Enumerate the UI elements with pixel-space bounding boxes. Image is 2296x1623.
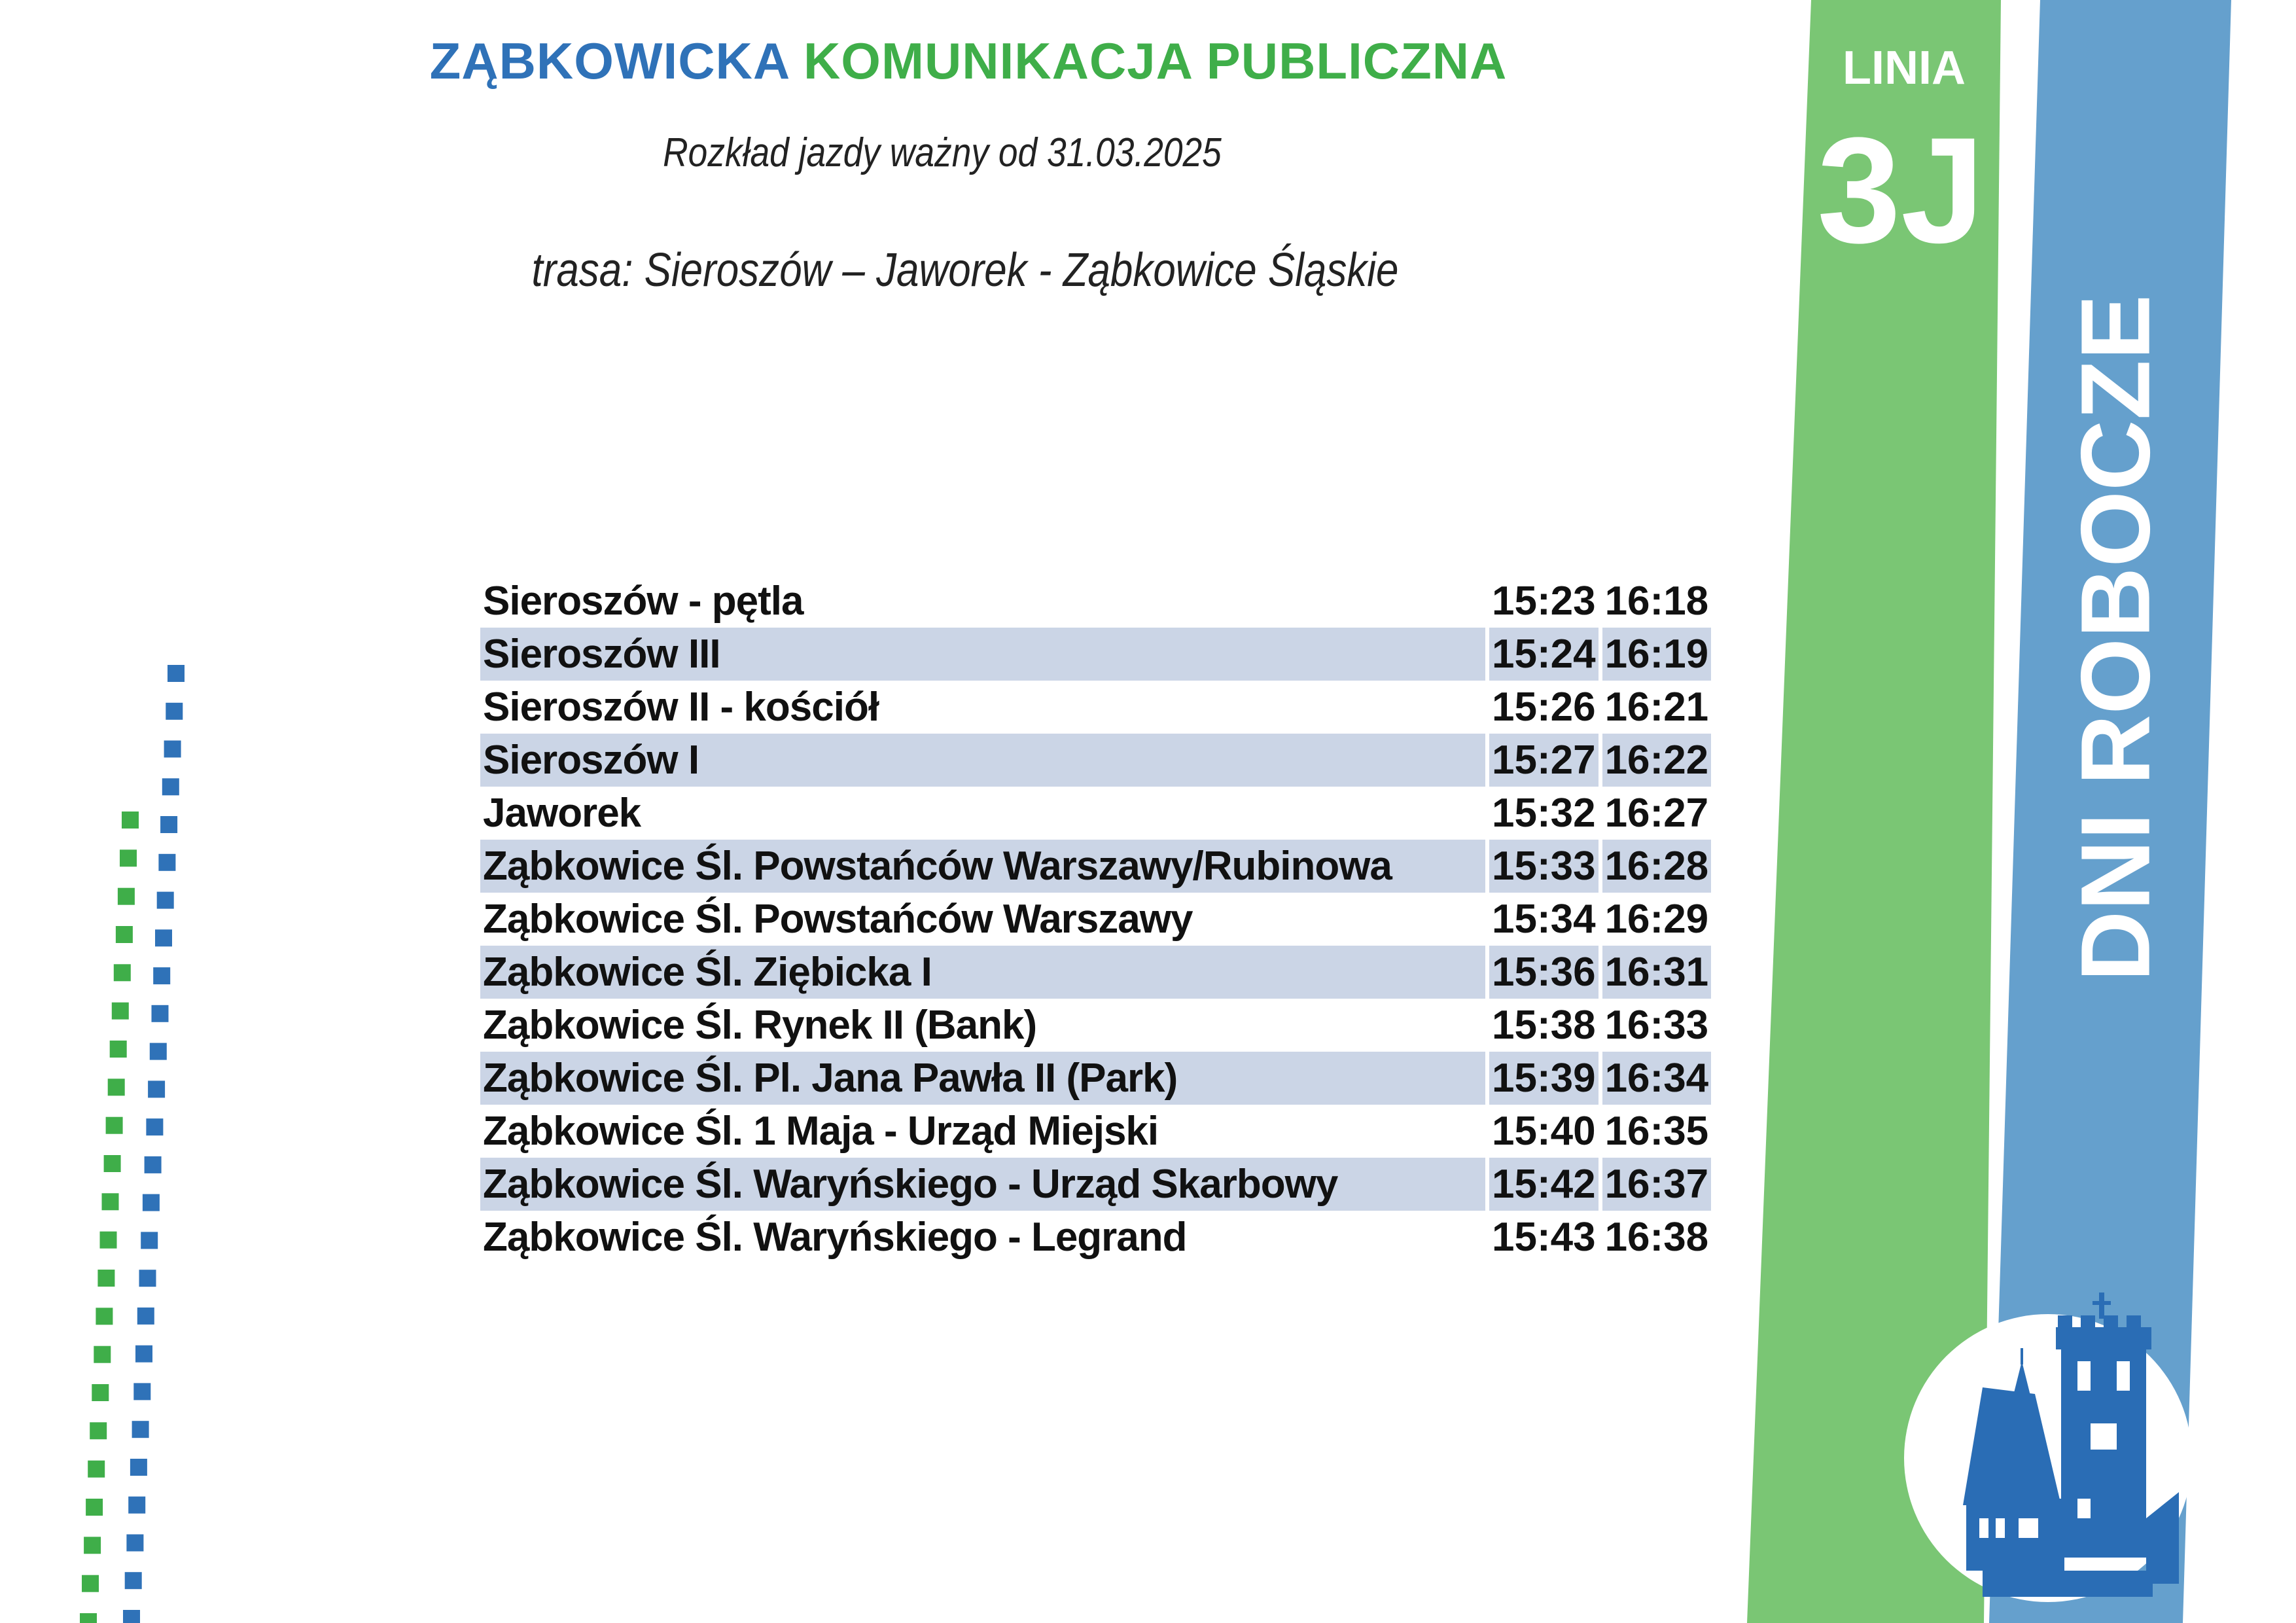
departure-time: 15:36 xyxy=(1489,946,1598,999)
departure-time: 15:33 xyxy=(1489,840,1598,893)
departure-time: 16:22 xyxy=(1602,734,1712,787)
stop-name: Ząbkowice Śl. Powstańców Warszawy xyxy=(483,897,1193,942)
departure-time: 15:24 xyxy=(1489,628,1598,681)
stop-name: Ząbkowice Śl. Rynek II (Bank) xyxy=(483,1003,1037,1048)
departure-time: 15:39 xyxy=(1489,1052,1598,1105)
operator-title-part2: KOMUNIKACJA PUBLICZNA xyxy=(803,32,1508,90)
stop-name: Sieroszów III xyxy=(480,628,1485,681)
departure-time: 15:34 xyxy=(1492,897,1596,942)
stop-name: Sieroszów - pętla xyxy=(483,579,804,624)
departure-time: 15:23 xyxy=(1492,579,1596,624)
departure-time: 15:27 xyxy=(1489,734,1598,787)
stop-name: Jaworek xyxy=(483,791,641,836)
departure-time: 16:38 xyxy=(1604,1215,1709,1260)
departure-time: 16:37 xyxy=(1602,1158,1712,1211)
stop-name: Ząbkowice Śl. Ziębicka I xyxy=(480,946,1485,999)
stop-name: Ząbkowice Śl. Waryńskiego - Legrand xyxy=(483,1215,1187,1260)
route-description: trasa: Sieroszów – Jaworek - Ząbkowice Śląskie xyxy=(531,244,1399,296)
departure-time: 16:35 xyxy=(1604,1109,1709,1154)
departure-time: 16:21 xyxy=(1604,685,1709,730)
stop-name: Ząbkowice Śl. 1 Maja - Urząd Miejski xyxy=(483,1109,1159,1154)
departure-time: 15:40 xyxy=(1492,1109,1596,1154)
line-label: LINIA xyxy=(1843,42,1966,94)
departure-time: 15:26 xyxy=(1492,685,1596,730)
day-type-label: DNI ROBOCZE xyxy=(2060,294,2170,982)
departure-time: 15:32 xyxy=(1492,791,1596,836)
validity-date: Rozkład jazdy ważny od 31.03.2025 xyxy=(663,130,1222,175)
departure-time: 16:34 xyxy=(1602,1052,1712,1105)
departure-time: 16:28 xyxy=(1602,840,1712,893)
departure-time: 15:43 xyxy=(1492,1215,1596,1260)
departure-time: 16:33 xyxy=(1604,1003,1709,1048)
line-number: 3J xyxy=(1817,106,1985,274)
departure-time: 16:18 xyxy=(1604,579,1709,624)
stop-name: Ząbkowice Śl. Waryńskiego - Urząd Skarbowy xyxy=(480,1158,1485,1211)
departure-time: 16:29 xyxy=(1604,897,1709,942)
departure-time: 15:38 xyxy=(1492,1003,1596,1048)
stop-name: Ząbkowice Śl. Powstańców Warszawy/Rubinowa xyxy=(480,840,1485,893)
departure-time: 16:19 xyxy=(1602,628,1712,681)
stop-name: Sieroszów I xyxy=(480,734,1485,787)
departure-time: 16:27 xyxy=(1604,791,1709,836)
operator-title-part1: ZĄBKOWICKA xyxy=(429,32,789,90)
departure-time: 16:31 xyxy=(1602,946,1712,999)
departure-time: 15:42 xyxy=(1489,1158,1598,1211)
stop-name: Ząbkowice Śl. Pl. Jana Pawła II (Park) xyxy=(480,1052,1485,1105)
stop-name: Sieroszów II - kościół xyxy=(483,685,879,730)
